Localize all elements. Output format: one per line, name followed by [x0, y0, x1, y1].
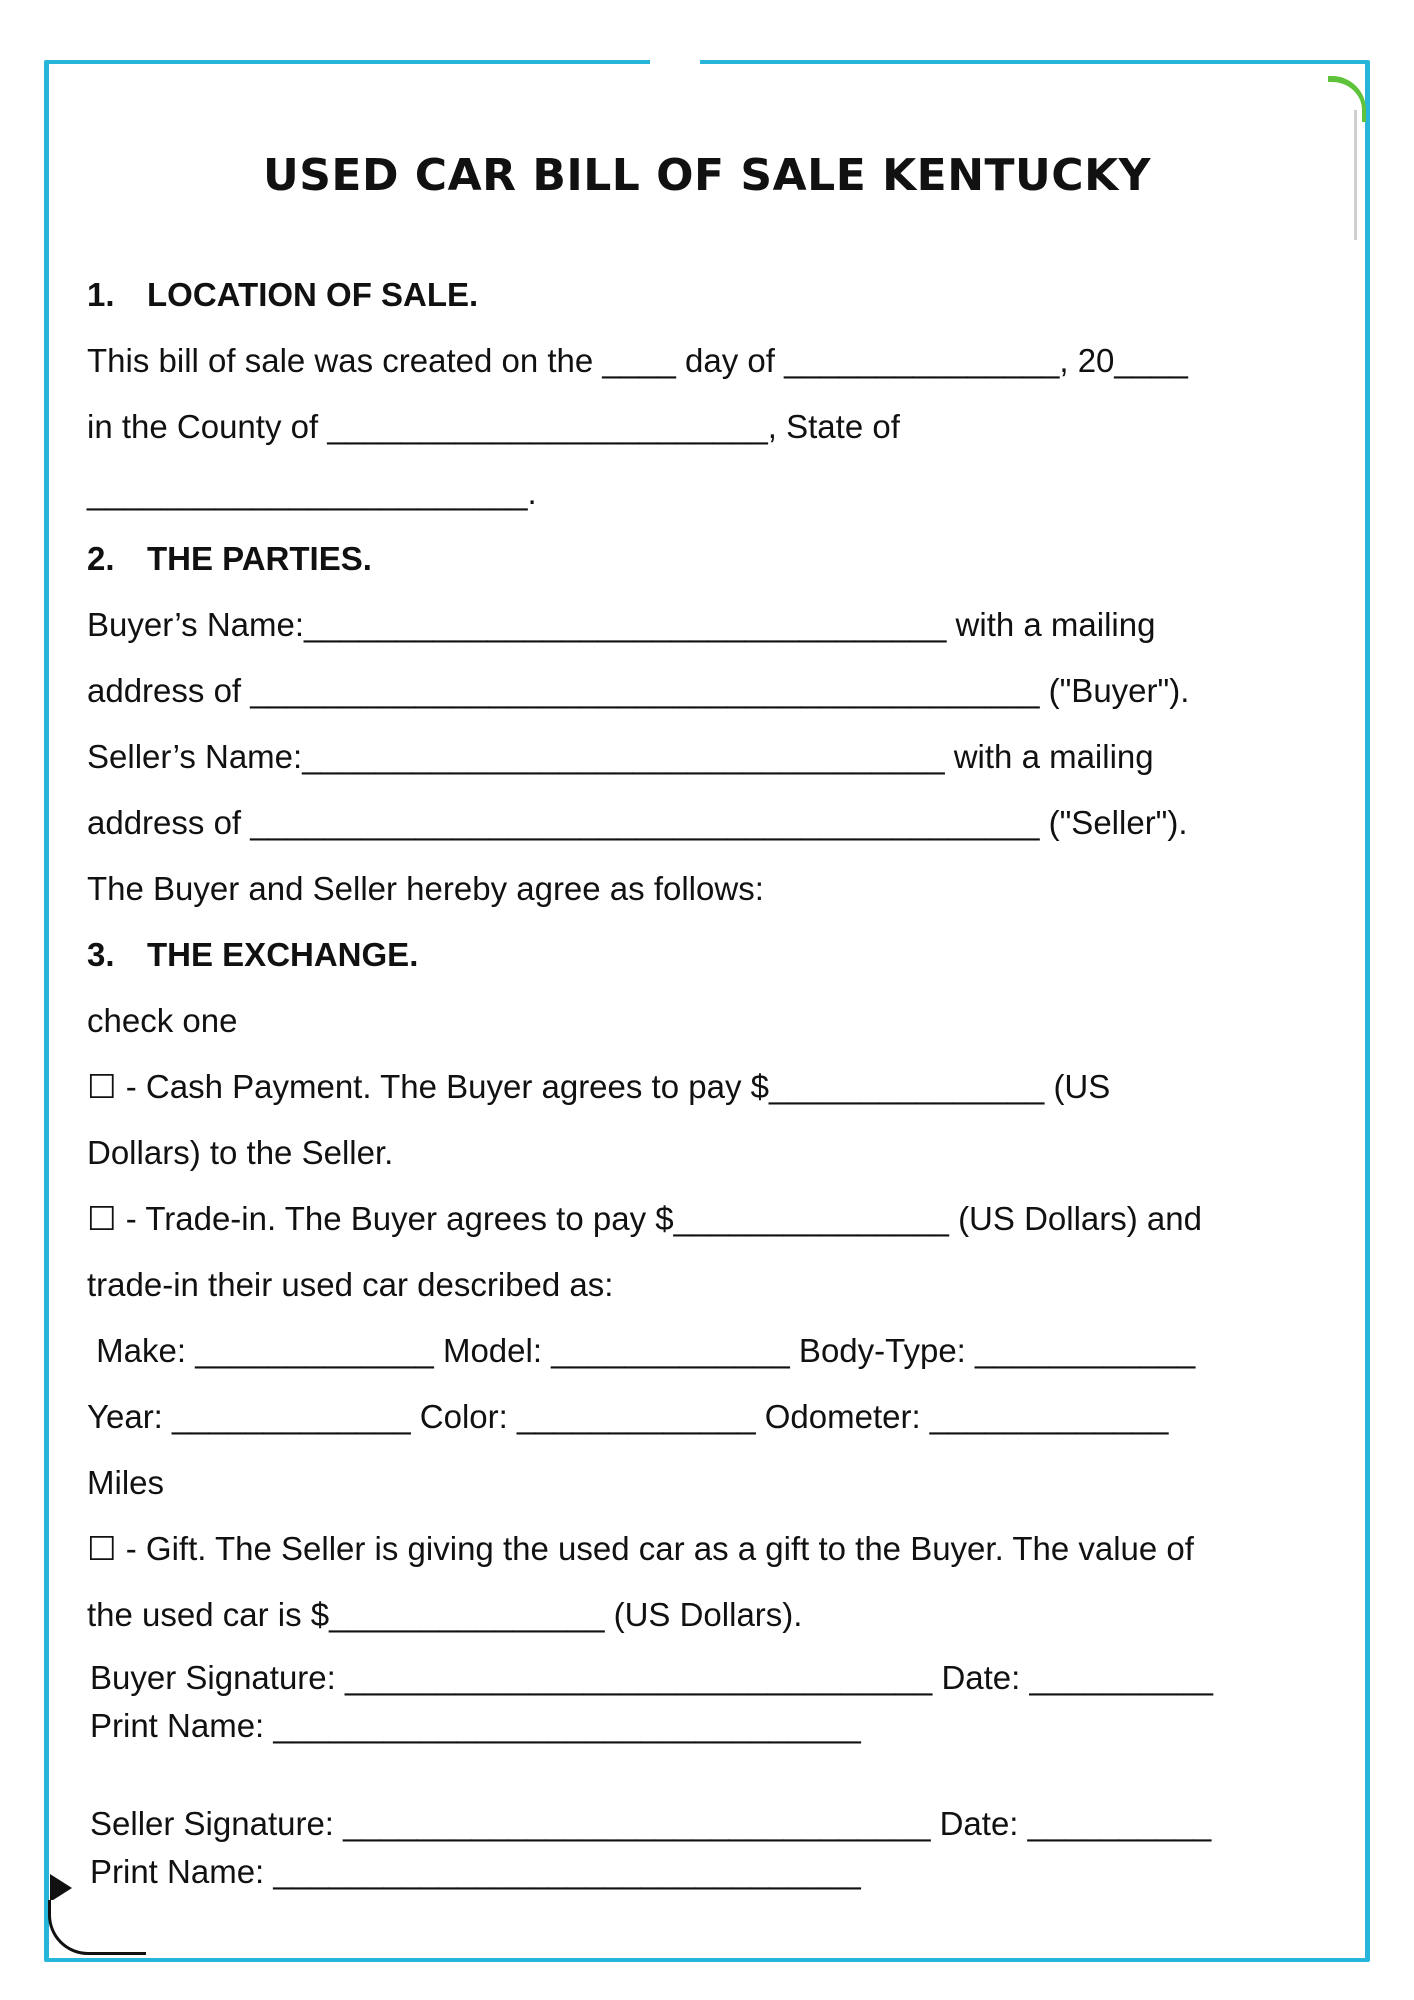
agreement-statement: The Buyer and Seller hereby agree as follows:: [87, 870, 764, 907]
gift-value-field[interactable]: the used car is $_______________ (US Dollars).: [87, 1596, 803, 1633]
buyer-signature-field[interactable]: Buyer Signature: ________________________________ Date: __________: [90, 1659, 1214, 1696]
vehicle-make-model-body-fields[interactable]: Make: _____________ Model: _____________ Body-Type: ____________: [87, 1332, 1196, 1369]
trade-in-option[interactable]: ☐ - Trade-in. The Buyer agrees to pay $_______________ (US Dollars) and: [87, 1200, 1202, 1237]
sale-date-line[interactable]: This bill of sale was created on the ____ day of _______________, 20____: [87, 342, 1188, 379]
seller-signature-field[interactable]: Seller Signature: ________________________________ Date: __________: [90, 1805, 1212, 1842]
section-number: 2.: [87, 540, 115, 577]
section-title: THE PARTIES.: [147, 540, 372, 577]
section-heading-exchange: [87, 922, 1337, 988]
buyer-print-name-field[interactable]: Print Name: ________________________________: [90, 1707, 861, 1744]
section-heading-location: [87, 262, 1337, 328]
cash-payment-continued: Dollars) to the Seller.: [87, 1134, 394, 1171]
buyer-signature-block: [90, 1654, 1340, 1750]
section-title: THE EXCHANGE.: [147, 936, 419, 973]
corner-accent-bottom-left: [48, 1900, 146, 1955]
cash-payment-option[interactable]: ☐ - Cash Payment. The Buyer agrees to pay $_______________ (US: [87, 1068, 1111, 1105]
state-line[interactable]: ________________________.: [87, 474, 537, 511]
seller-name-field[interactable]: Seller’s Name:___________________________________ with a mailing: [87, 738, 1154, 775]
buyer-address-field[interactable]: address of ___________________________________________ ("Buyer").: [87, 672, 1190, 709]
border-gap: [650, 58, 700, 68]
trade-in-continued: trade-in their used car described as:: [87, 1266, 614, 1303]
section-heading-parties: [87, 526, 1337, 592]
section-number: 3.: [87, 936, 115, 973]
buyer-name-field[interactable]: Buyer’s Name:___________________________________ with a mailing: [87, 606, 1156, 643]
check-one-instruction: check one: [87, 1002, 238, 1039]
seller-signature-block: [90, 1800, 1340, 1896]
vehicle-year-color-odometer-fields[interactable]: Year: _____________ Color: _____________ Odometer: _____________: [87, 1398, 1169, 1435]
form-body: [87, 262, 1337, 1648]
odometer-unit: Miles: [87, 1464, 165, 1501]
section-title: LOCATION OF SALE.: [147, 276, 479, 313]
page-title: USED CAR BILL OF SALE KENTUCKY: [262, 150, 1152, 201]
section-number: 1.: [87, 276, 115, 313]
corner-arrow-icon: [50, 1874, 72, 1902]
seller-address-field[interactable]: address of ___________________________________________ ("Seller").: [87, 804, 1188, 841]
seller-print-name-field[interactable]: Print Name: ________________________________: [90, 1853, 861, 1890]
gift-option[interactable]: ☐ - Gift. The Seller is giving the used car as a gift to the Buyer. The value of: [87, 1530, 1194, 1567]
county-line[interactable]: in the County of ________________________, State of: [87, 408, 900, 445]
